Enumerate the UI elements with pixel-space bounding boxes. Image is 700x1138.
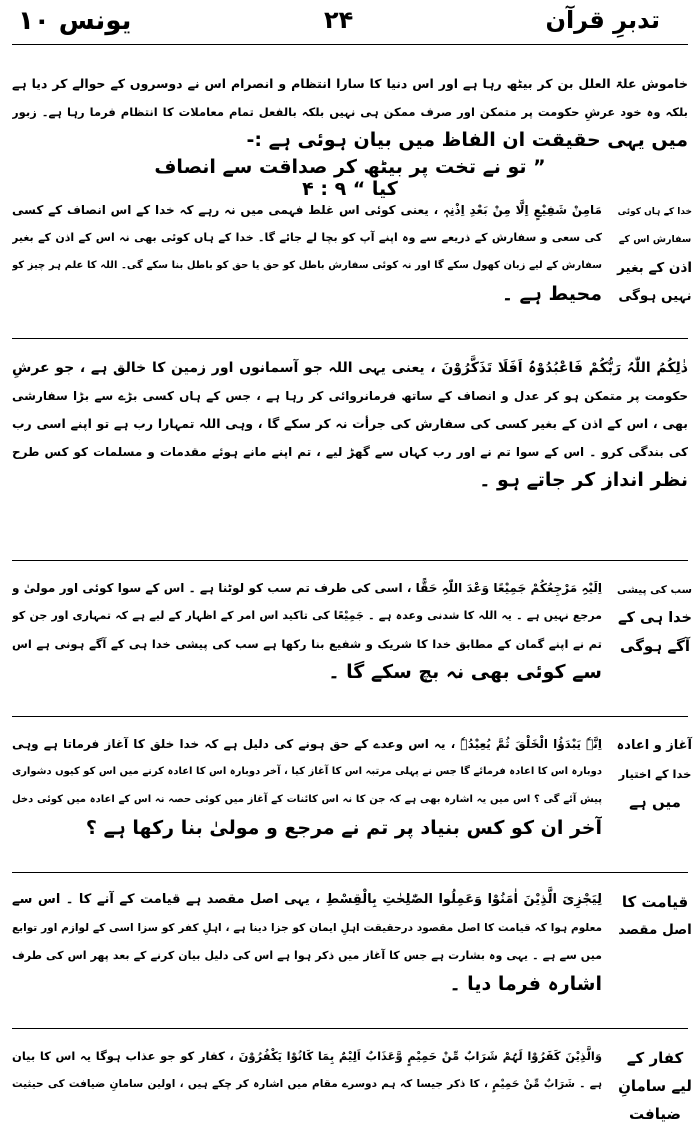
page-number: ۲۴ xyxy=(324,6,354,34)
text-line: وَالَّذِیْنَ کَفَرُوْا لَہُمْ شَرَابٌ مِّنْ حَمِیْمٍ وَّعَذَابٌ اَلِیْمٌ بِمَا کَانُوْا یَکْفُرُوْنَ ، کفار کو جو عذاب ہوگا یہ اس کا بیان xyxy=(12,1049,602,1063)
text-line: حکومت پر متمکن ہو کر عدل و انصاف کے ساتھ فرمانروائی کر رہا ہے ، جس کے ہاں کسی بڑے سے بڑا سفارشی xyxy=(12,389,688,403)
text-line: اِنَّہٗ یَبْدَؤُا الْخَلْقَ ثُمَّ یُعِیْدُہٗ ، یہ اس وعدے کے حق ہونے کی دلیل ہے کہ خدا خلق کا آغاز فرماتا ہے وہی xyxy=(12,737,602,751)
side-note xyxy=(618,888,692,944)
text-line: آخر ان کو کس بنیاد پر تم نے مرجع و مولیٰ بنا رکھا ہے ؟ xyxy=(85,817,602,839)
section-rule xyxy=(12,560,688,561)
side-note xyxy=(618,1044,692,1128)
header-rule xyxy=(12,44,688,45)
text-line: تم نے اپنے گمان کے مطابق خدا کا شریک و شفیع بنا رکھا ہے سب کی پیشی خدا ہی کے آگے ہونی ہے اس xyxy=(12,637,602,651)
side-note-line: نہیں ہوگی xyxy=(618,288,692,304)
commentary-paragraph xyxy=(12,196,602,308)
side-note-line: خدا کے ہاں کوئی xyxy=(617,207,692,217)
side-note-line: سب کی پیشی xyxy=(616,584,692,596)
commentary-paragraph xyxy=(12,354,688,494)
text-line: سے کوئی بھی نہ بچ سکے گا ۔ xyxy=(328,661,602,683)
text-line: محیط ہے ۔ xyxy=(501,283,602,305)
side-note-line: اصل مقصد xyxy=(618,922,692,938)
text-line: بھی ، اس کے اذن کے بغیر کسی کی سفارش کی جرأت نہ کر سکے گا ، وہی اللہ تمہارا رب ہے تو اپنے اسی رب xyxy=(12,416,688,431)
commentary-paragraph xyxy=(12,730,602,842)
text-line: پیش آئے گی ؟ اس میں یہ اشارہ بھی ہے کہ جن کا نہ اس کائنات کے آغاز میں کوئی حصہ نہ اس کے اعادہ میں کوئی دخل xyxy=(12,794,602,805)
text-line: نظر انداز کر جاتے ہو ۔ xyxy=(479,469,688,491)
intro-paragraph xyxy=(12,70,688,154)
side-note-line: آغاز و اعادہ xyxy=(616,738,692,753)
side-note-line: قیامت کا xyxy=(621,893,689,911)
side-note xyxy=(618,576,692,660)
side-note xyxy=(618,198,692,310)
text-line: بلکہ وہ خود عرشِ حکومت پر متمکن اور صرف ممکن ہی نہیں بلکہ بالفعل تمام معاملات کا انتظام فرما رہا ہے۔ زبور xyxy=(12,105,688,119)
section-rule xyxy=(12,338,688,339)
side-note-line: آگے ہوگی xyxy=(620,637,690,655)
side-note-line: اذن کے بغیر xyxy=(617,260,692,276)
page-header xyxy=(0,0,700,40)
text-line: اشارہ فرما دیا ۔ xyxy=(449,973,602,995)
section-rule xyxy=(12,1028,688,1029)
text-line: لِیَجْزِیَ الَّذِیْنَ اٰمَنُوْا وَعَمِلُوا الصّٰلِحٰتِ بِالْقِسْطِ ، یہی اصل مقصد ہے قیامت کے آنے کا ۔ اس سے xyxy=(12,892,602,907)
side-note xyxy=(618,732,692,816)
text-line: اِلَیْہِ مَرْجِعُکُمْ جَمِیْعًا وَعْدَ اللّٰہِ حَقًّا ، اسی کی طرف تم سب کو لوٹنا ہے ۔ اس کے سوا کوئی اور مولیٰ و xyxy=(12,581,602,595)
text-line: دوبارہ اس کا اعادہ فرمائے گا جس نے پہلی مرتبہ اس کا آغاز کیا ، آخر دوبارہ اس کا اعادہ کرنے میں اس کو کیوں دشواری xyxy=(12,766,602,777)
text-line: ذٰلِکُمُ اللّٰہُ رَبُّکُمْ فَاعْبُدُوْہُ اَفَلَا تَذَکَّرُوْنَ ، یعنی یہی اللہ جو آسمانوں اور زمین کا خالق ہے ، جو عرشِ xyxy=(12,360,688,376)
text-line: میں سے ہے ۔ یہی وہ بشارت ہے جس کا آغاز میں ذکر ہوا ہے اس کی دلیل بیان کرنے کے بعد پھر اس کی طرف xyxy=(12,949,602,962)
text-line: کی سعی و سفارش کے ذریعے سے وہ اپنے آپ کو بچا لے جائے گا۔ خدا کے ہاں کوئی بھی نہ اس کے اذن کے بغیر xyxy=(12,231,602,244)
side-note-line: لیے سامانِ xyxy=(618,1077,692,1095)
side-note-line: خدا ہی کے xyxy=(618,610,692,626)
book-title: تدبرِ قرآن xyxy=(545,6,660,34)
surah-label: یونس ۱۰ xyxy=(18,6,132,36)
text-line: میں یہی حقیقت ان الفاظ میں بیان ہوئی ہے :- xyxy=(246,129,688,151)
commentary-paragraph xyxy=(12,1042,602,1098)
commentary-paragraph xyxy=(12,574,602,686)
section-rule xyxy=(12,872,688,873)
text-line: معلوم ہوا کہ قیامت کا اصل مقصود درحقیقت اہلِ ایمان کو جزا دینا ہے ، اہلِ کفر کو سزا اسی کے لوازم اور توابع xyxy=(12,922,602,934)
side-note-line: ضیافت xyxy=(629,1105,681,1123)
text-line: مَامِنْ شَفِیْعٍ اِلَّا مِنْ بَعْدِ اِذْنِہٖ ، یعنی کوئی اس غلط فہمی میں نہ رہے کہ خدا کے اس انصاف کے کسی xyxy=(12,203,602,217)
side-note-line: میں ہے xyxy=(629,793,681,811)
text-line: ہے ۔ شَرَابٌ مِّنْ حَمِیْمٍ ، کا ذکر جیسا کہ ہم دوسرے مقام میں اشارہ کر چکے ہیں ، اولین سامانِ ضیافت کی حیثیت xyxy=(12,1078,602,1090)
text-line: کی بندگی کرو ۔ اس کے سوا تم نے اور رب کہاں سے گھڑ لیے ، تم اپنے مانے ہوئے مقدمات و مسلمات کو کس طرح xyxy=(12,445,688,459)
side-note-line: سفارش اس کے xyxy=(618,234,692,245)
text-line: سفارش کے لیے زبان کھول سکے گا اور نہ کوئی سفارش باطل کو حق یا حق کو باطل بنا سکے گی۔ اللہ کا علم ہر چیز کو xyxy=(12,260,602,271)
section-rule xyxy=(12,716,688,717)
text-line: خاموش علۃ العلل بن کر بیٹھ رہا ہے اور اس دنیا کا سارا انتظام و انصرام اس نے دوسروں کے حوالے کر دیا ہے xyxy=(12,76,688,91)
commentary-paragraph xyxy=(12,886,602,998)
psalm-quote: ” تو نے تخت پر بیٹھ کر صداقت سے انصاف کیا “ ۹ : ۴ xyxy=(154,156,546,200)
text-line: مرجع نہیں ہے ۔ یہ اللہ کا شدنی وعدہ ہے ۔ جَمِیْعًا کی تاکید اس امر کے اظہار کے لیے ہے کہ تمہاری اور جن کو xyxy=(12,609,602,622)
side-note-line: کفار کے xyxy=(626,1049,684,1067)
side-note-line: خدا کے اختیار xyxy=(618,767,692,781)
